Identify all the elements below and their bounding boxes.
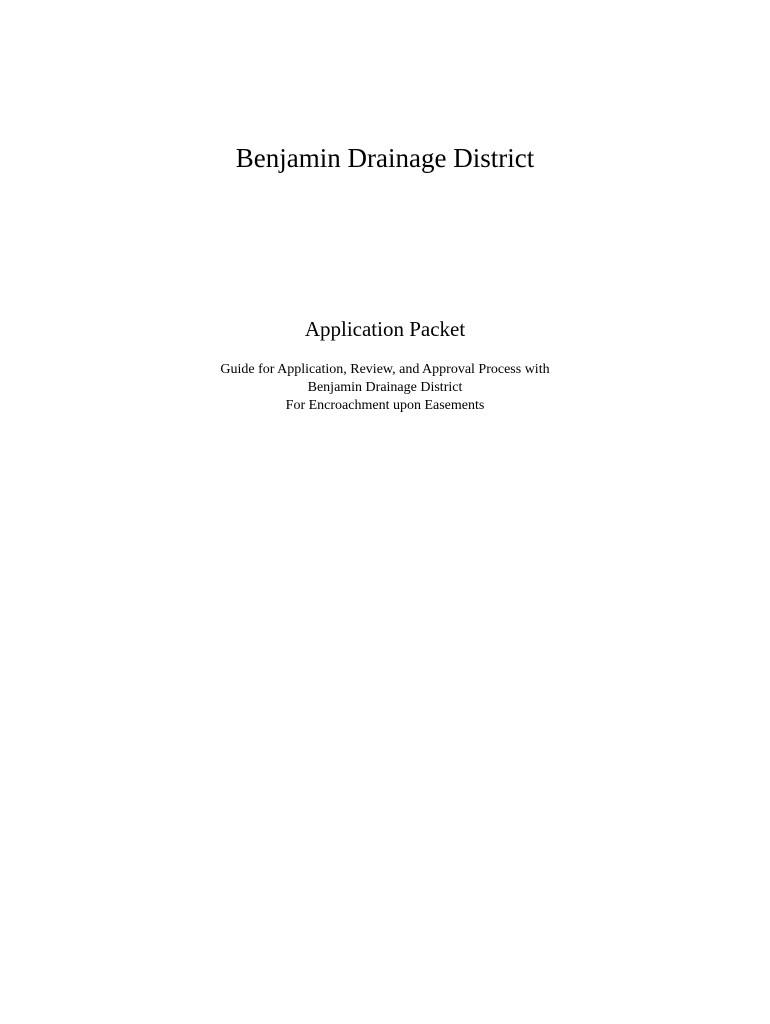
guide-line-2: Benjamin Drainage District [307, 380, 463, 395]
document-title: Benjamin Drainage District [235, 143, 535, 173]
guide-line-3: For Encroachment upon Easements [285, 398, 485, 413]
guide-line-1: Guide for Application, Review, and Approval Process with [220, 362, 550, 377]
guide-description [0, 361, 770, 415]
document-subtitle: Application Packet [304, 317, 466, 341]
